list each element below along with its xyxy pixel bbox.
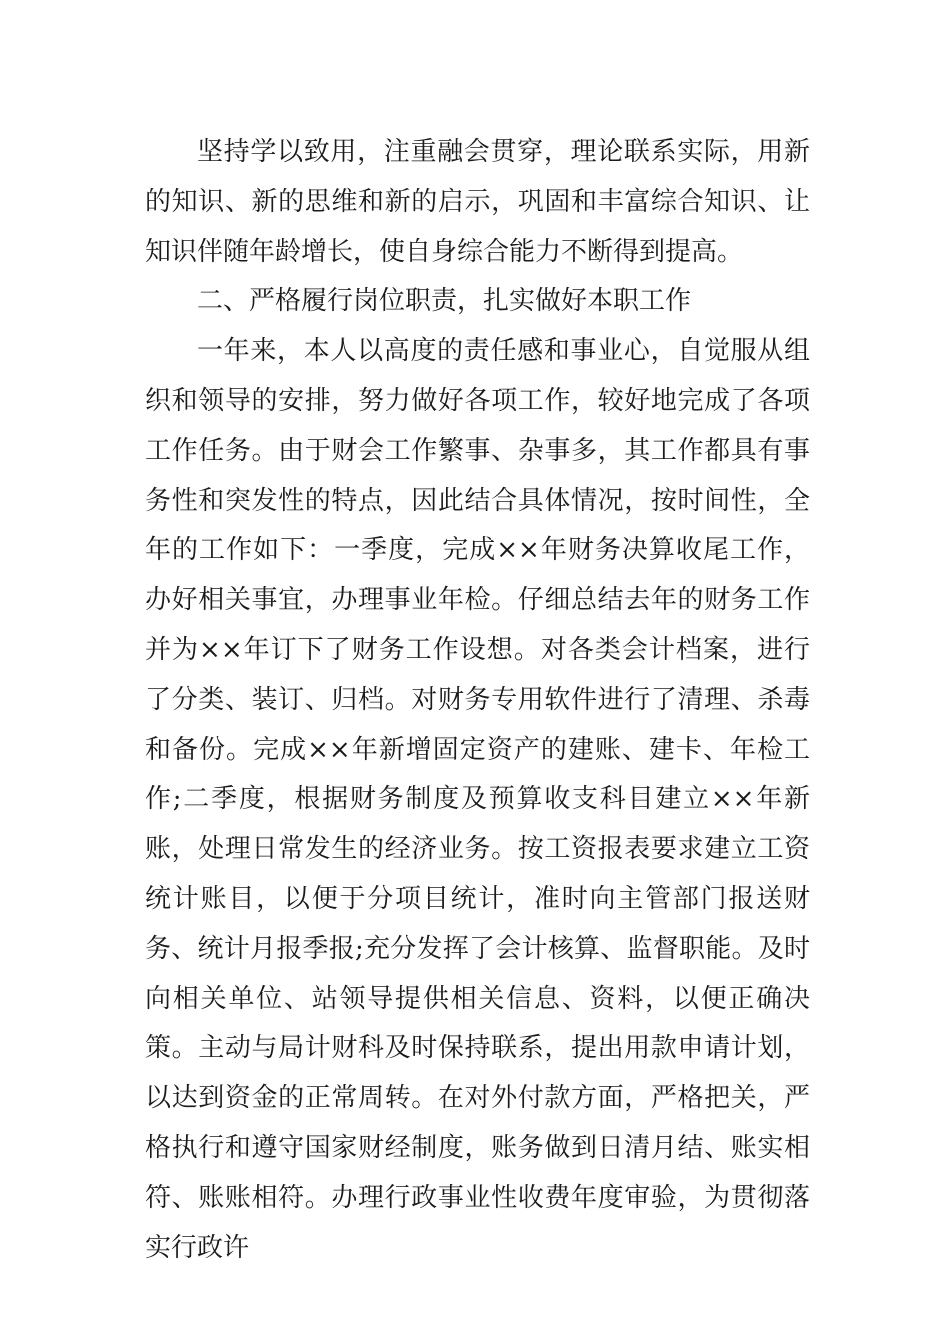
paragraph-work-summary: 一年来，本人以高度的责任感和事业心，自觉服从组织和领导的安排，努力做好各项工作，较好地完成了各项工作任务。由于财会工作繁事、杂事多，其工作都具有事务性和突发性的特点，因此结合具体情况，按时间性，全年的工作如下：一季度，完成××年财务决算收尾工作，办好相关事宜，办理事业年检。仔细总结去年的财务工作并为××年订下了财务工作设想。对各类会计档案，进行了分类、装订、归档。对财务专用软件进行了清理、杀毒和备份。完成××年新增固定资产的建账、建卡、年检工作;二季度，根据财务制度及预算收支科目建立××年新账，处理日常发生的经济业务。按工资报表要求建立工资统计账目，以便于分项目统计，准时向主管部门报送财务、统计月报季报;充分发挥了会计核算、监督职能。及时向相关单位、站领导提供相关信息、资料，以便正确决策。主动与局计财科及时保持联系，提出用款申请计划，以达到资金的正常周转。在对外付款方面，严格把关，严格执行和遵守国家财经制度，账务做到日清月结、账实相符、账账相符。办理行政事业性收费年度审验，为贯彻落实行政许	[145, 336, 810, 1263]
paragraph-study: 坚持学以致用，注重融会贯穿，理论联系实际，用新的知识、新的思维和新的启示，巩固和丰富综合知识、让知识伴随年龄增长，使自身综合能力不断得到提高。	[145, 137, 810, 267]
document-body	[145, 128, 810, 1273]
section-heading: 二、严格履行岗位职责，扎实做好本职工作	[197, 286, 692, 317]
